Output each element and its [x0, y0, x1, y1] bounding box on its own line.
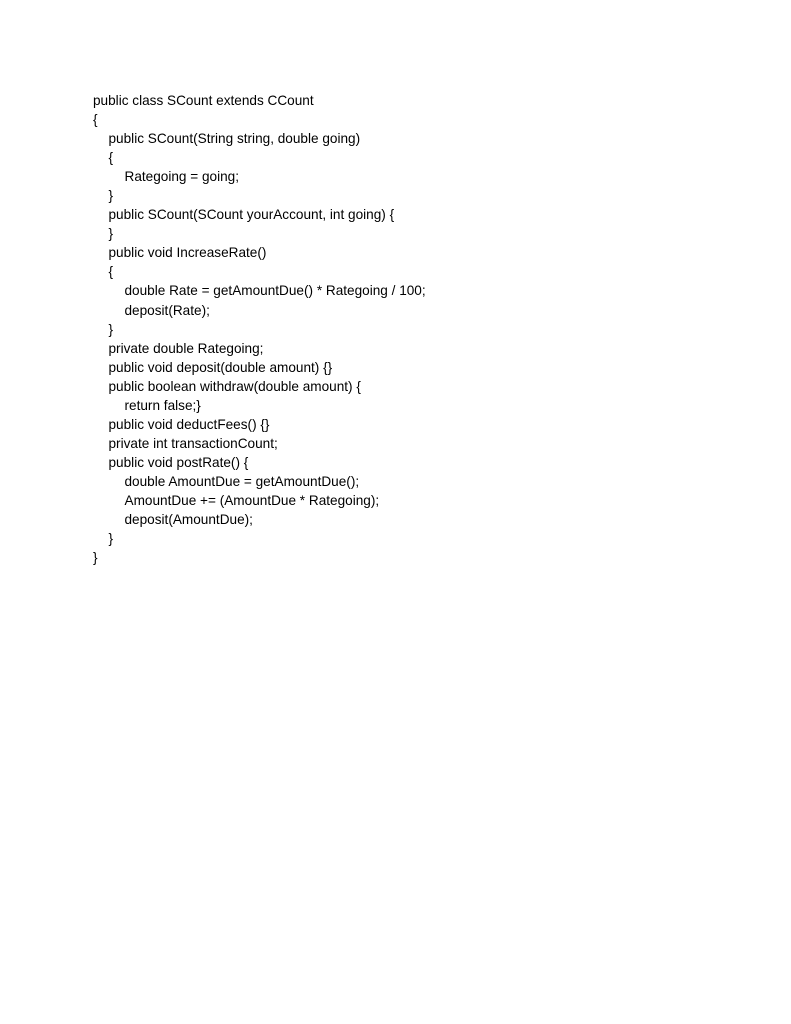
code-listing [93, 91, 693, 567]
code-line: { [108, 264, 114, 280]
code-line: return false;} [124, 397, 201, 413]
code-line: } [108, 321, 114, 337]
code-line: private int transactionCount; [108, 435, 278, 451]
code-line: } [108, 226, 114, 242]
code-line: public class SCount extends CCount [93, 93, 314, 108]
code-line: public boolean withdraw(double amount) { [108, 378, 361, 394]
code-line: public SCount(SCount yourAccount, int going) { [108, 207, 395, 223]
code-line: } [108, 188, 114, 204]
code-line: } [108, 531, 114, 547]
code-line: public void deductFees() {} [108, 416, 270, 432]
code-line: Rategoing = going; [124, 169, 240, 185]
code-line: double Rate = getAmountDue() * Rategoing / 100; [124, 283, 426, 299]
code-line: { [108, 150, 114, 166]
code-line: public void deposit(double amount) {} [108, 359, 333, 375]
code-line: public void postRate() { [108, 454, 249, 470]
code-line: deposit(Rate); [124, 302, 210, 318]
code-line: { [93, 112, 98, 128]
code-line: deposit(AmountDue); [124, 512, 253, 528]
code-line: private double Rategoing; [108, 340, 264, 356]
code-line: } [93, 550, 98, 566]
code-line: public SCount(String string, double going) [108, 131, 361, 147]
code-line: AmountDue += (AmountDue * Rategoing); [124, 492, 380, 508]
code-line: public void IncreaseRate() [108, 245, 267, 261]
code-line: double AmountDue = getAmountDue(); [124, 473, 360, 489]
